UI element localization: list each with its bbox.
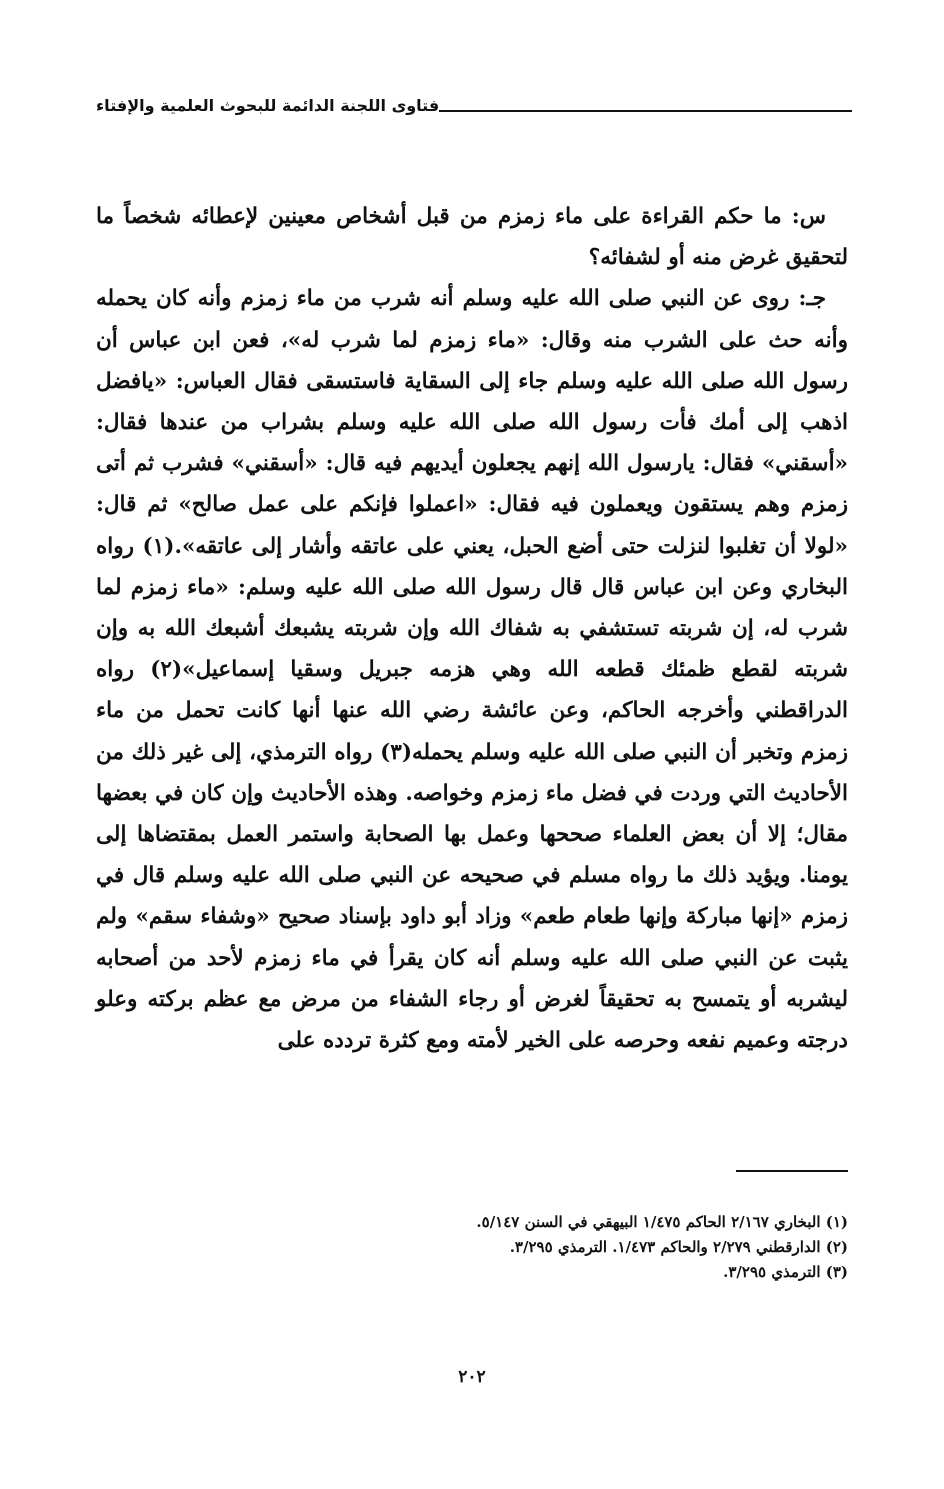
footnote-separator xyxy=(736,1170,848,1172)
question-paragraph: س: ما حكم القراءة على ماء زمزم من قبل أشخاص معينين لإعطائه شخصاً ما لتحقيق غرض منه أو لشفائه؟ xyxy=(96,204,848,271)
footnotes xyxy=(96,1210,848,1285)
footnote-2: (٢) الدارقطني ٢/٢٧٩ والحاكم ١/٤٧٣. الترمذي ٣/٢٩٥. xyxy=(509,1238,848,1256)
header-rule xyxy=(439,110,852,112)
main-text xyxy=(96,196,848,1061)
page-number: ٢٠٢ xyxy=(458,1367,486,1387)
running-header xyxy=(92,86,852,116)
answer-paragraph: جـ: روى عن النبي صلى الله عليه وسلم أنه شرب من ماء زمزم وأنه كان يحمله وأنه حث على الشرب منه وقال: «ماء زمزم لما شرب له»، فعن ابن عباس أن رسول الله صلى الله عليه وسلم جاء إلى السقاية فاستسقى فقال العباس: «يافضل اذهب إلى أمك فأت رسول الله صلى الله عليه وسلم بشراب من عندها فقال: «أسقني» فقال: يارسول الله إنهم يجعلون أيديهم فيه قال: «أسقني» فشرب ثم أتى زمزم وهم يستقون ويعملون فيه فقال: «اعملوا فإنكم على عمل صالح» ثم قال: «لولا أن تغلبوا لنزلت حتى أضع الحبل، يعني على عاتقه وأشار إلى عاتقه».(١) رواه البخاري وعن ابن عباس قال قال رسول الله صلى الله عليه وسلم: «ماء زمزم لما شرب له، إن شربته تستشفي به شفاك الله وإن شربته يشبعك أشبعك الله به وإن شربته لقطع ظمئك قطعه الله وهي هزمه جبريل وسقيا إسماعيل»(٢) رواه الدراقطني وأخرجه الحاكم، وعن عائشة رضي الله عنها أنها كانت تحمل من ماء زمزم وتخبر أن النبي صلى الله عليه وسلم يحمله(٣) رواه الترمذي، إلى غير ذلك من الأحاديث التي وردت في فضل ماء زمزم وخواصه. وهذه الأحاديث وإن كان في بعضها مقال؛ إلا أن بعض العلماء صححها وعمل بها الصحابة واستمر العمل بمقتضاها إلى يومنا. ويؤيد ذلك ما رواه مسلم في صحيحه عن النبي صلى الله عليه وسلم قال في زمزم «إنها مباركة وإنها طعام طعم» وزاد أبو داود بإسناد صحيح «وشفاء سقم» ولم يثبت عن النبي صلى الله عليه وسلم أنه كان يقرأ في ماء زمزم لأحد من أصحابه ليشربه أو يتمسح به تحقيقاً لغرض أو رجاء الشفاء من مرض مع عظم بركته وعلو درجته وعميم نفعه وحرصه على الخير لأمته ومع كثرة تردده على xyxy=(96,286,848,1054)
header-title: فتاوى اللجنة الدائمة للبحوث العلمية والإفتاء xyxy=(96,96,440,115)
footnote-3: (٣) الترمذي ٣/٢٩٥. xyxy=(723,1263,848,1281)
footnote-1: (١) البخاري ٢/١٦٧ الحاكم ١/٤٧٥ البيهقي في السنن ٥/١٤٧. xyxy=(476,1213,848,1231)
